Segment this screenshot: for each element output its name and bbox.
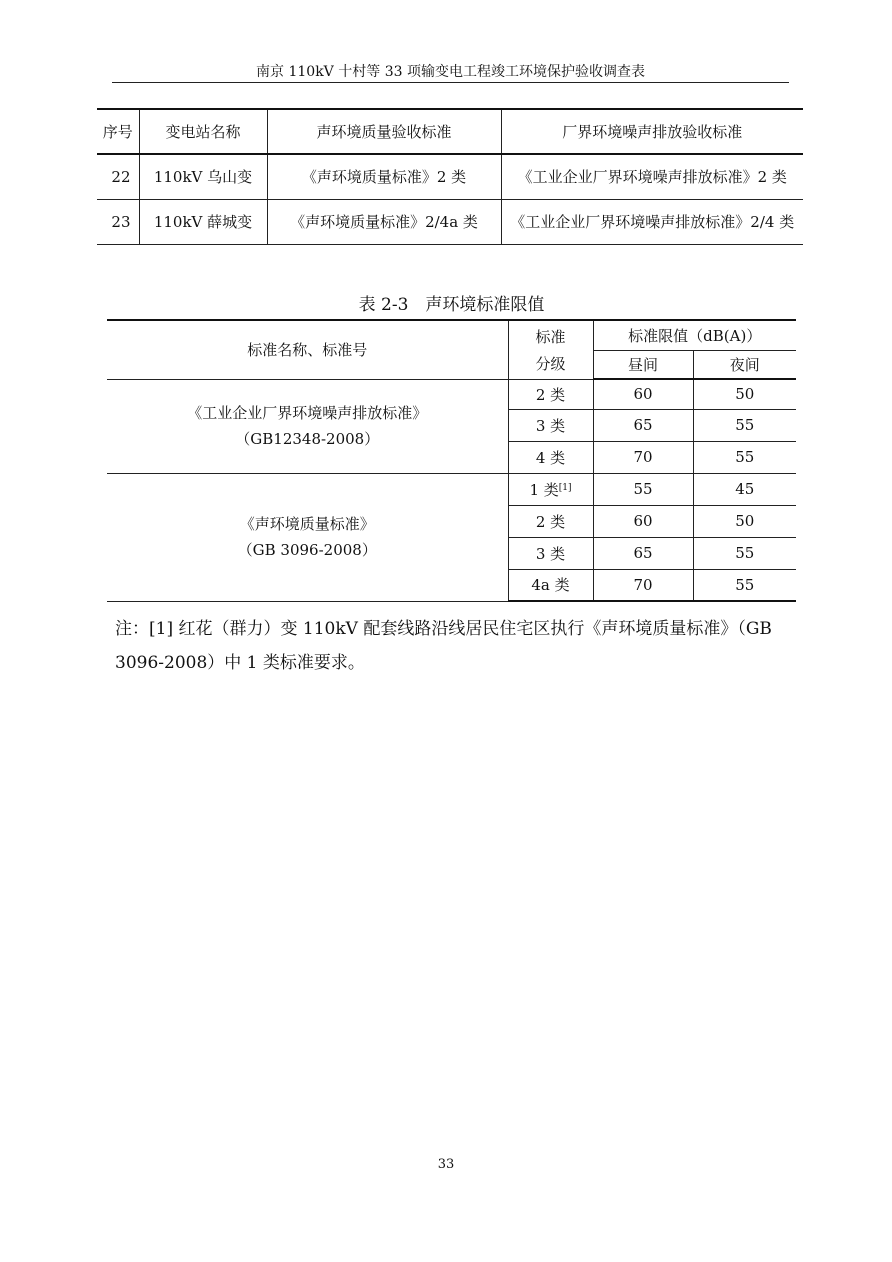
row-boundary-standard: 《工业企业厂界环境噪声排放标准》2/4 类	[501, 199, 803, 244]
col-header-acoustic-standard: 声环境质量验收标准	[267, 109, 501, 154]
day-limit-cell: 70	[593, 441, 693, 473]
table-caption: 表 2-3 声环境标准限值	[358, 295, 545, 315]
table-footnote: 注：[1] 红花（群力）变 110kV 配套线路沿线居民住宅区执行《声环境质量标准》（GB 3096-2008）中 1 类标准要求。	[115, 619, 772, 673]
row-index: 23	[97, 199, 139, 244]
standard-name-cell	[107, 473, 508, 601]
grade-label: 1 类	[529, 480, 559, 499]
grade-cell: 3 类	[508, 409, 593, 441]
row-acoustic-standard: 《声环境质量标准》2 类	[267, 154, 501, 199]
col-header-night: 夜间	[693, 350, 796, 379]
row-index: 22	[97, 154, 139, 199]
night-limit-cell: 55	[693, 569, 796, 601]
night-limit-cell: 55	[693, 409, 796, 441]
night-limit-cell: 55	[693, 441, 796, 473]
night-limit-cell: 55	[693, 537, 796, 569]
day-limit-cell: 70	[593, 569, 693, 601]
day-limit-cell: 65	[593, 409, 693, 441]
footnote-ref: [1]	[558, 482, 572, 493]
grade-cell: 4a 类	[508, 569, 593, 601]
table-row	[97, 199, 803, 244]
row-boundary-standard: 《工业企业厂界环境噪声排放标准》2 类	[501, 154, 803, 199]
col-header-station: 变电站名称	[139, 109, 267, 154]
col-header-boundary-standard: 厂界环境噪声排放验收标准	[501, 109, 803, 154]
night-limit-cell: 50	[693, 379, 796, 409]
standard-name: 《声环境质量标准》	[239, 515, 375, 533]
noise-limits-table	[107, 319, 796, 602]
row-station: 110kV 薛城变	[139, 199, 267, 244]
day-limit-cell: 60	[593, 505, 693, 537]
table-row	[107, 379, 796, 409]
table-row	[107, 473, 796, 505]
grade-cell: 2 类	[508, 505, 593, 537]
table-header-row	[107, 320, 796, 350]
document-header-title: 南京 110kV 十村等 33 项输变电工程竣工环境保护验收调查表	[256, 64, 645, 80]
table-row	[97, 154, 803, 199]
row-station: 110kV 乌山变	[139, 154, 267, 199]
standard-name: 《工业企业厂界环境噪声排放标准》	[187, 404, 428, 422]
acceptance-standards-table	[97, 108, 803, 245]
day-limit-cell: 60	[593, 379, 693, 409]
col-header-grade	[508, 320, 593, 379]
row-acoustic-standard: 《声环境质量标准》2/4a 类	[267, 199, 501, 244]
standard-code: （GB 3096-2008）	[237, 541, 377, 559]
grade-header-line2: 分级	[535, 354, 566, 373]
standard-name-cell	[107, 379, 508, 473]
header-rule	[112, 82, 789, 83]
grade-cell: 2 类	[508, 379, 593, 409]
night-limit-cell: 45	[693, 473, 796, 505]
day-limit-cell: 55	[593, 473, 693, 505]
grade-cell: 3 类	[508, 537, 593, 569]
grade-cell	[508, 473, 593, 505]
col-header-standard-name: 标准名称、标准号	[107, 320, 508, 379]
grade-cell: 4 类	[508, 441, 593, 473]
table-header-row	[97, 109, 803, 154]
night-limit-cell: 50	[693, 505, 796, 537]
day-limit-cell: 65	[593, 537, 693, 569]
col-header-index: 序号	[97, 109, 139, 154]
page-number: 33	[437, 1157, 455, 1172]
standard-code: （GB12348-2008）	[235, 430, 380, 448]
grade-header-line1: 标准	[535, 327, 566, 346]
col-header-limit: 标准限值（dB(A)）	[593, 320, 796, 350]
col-header-day: 昼间	[593, 350, 693, 379]
